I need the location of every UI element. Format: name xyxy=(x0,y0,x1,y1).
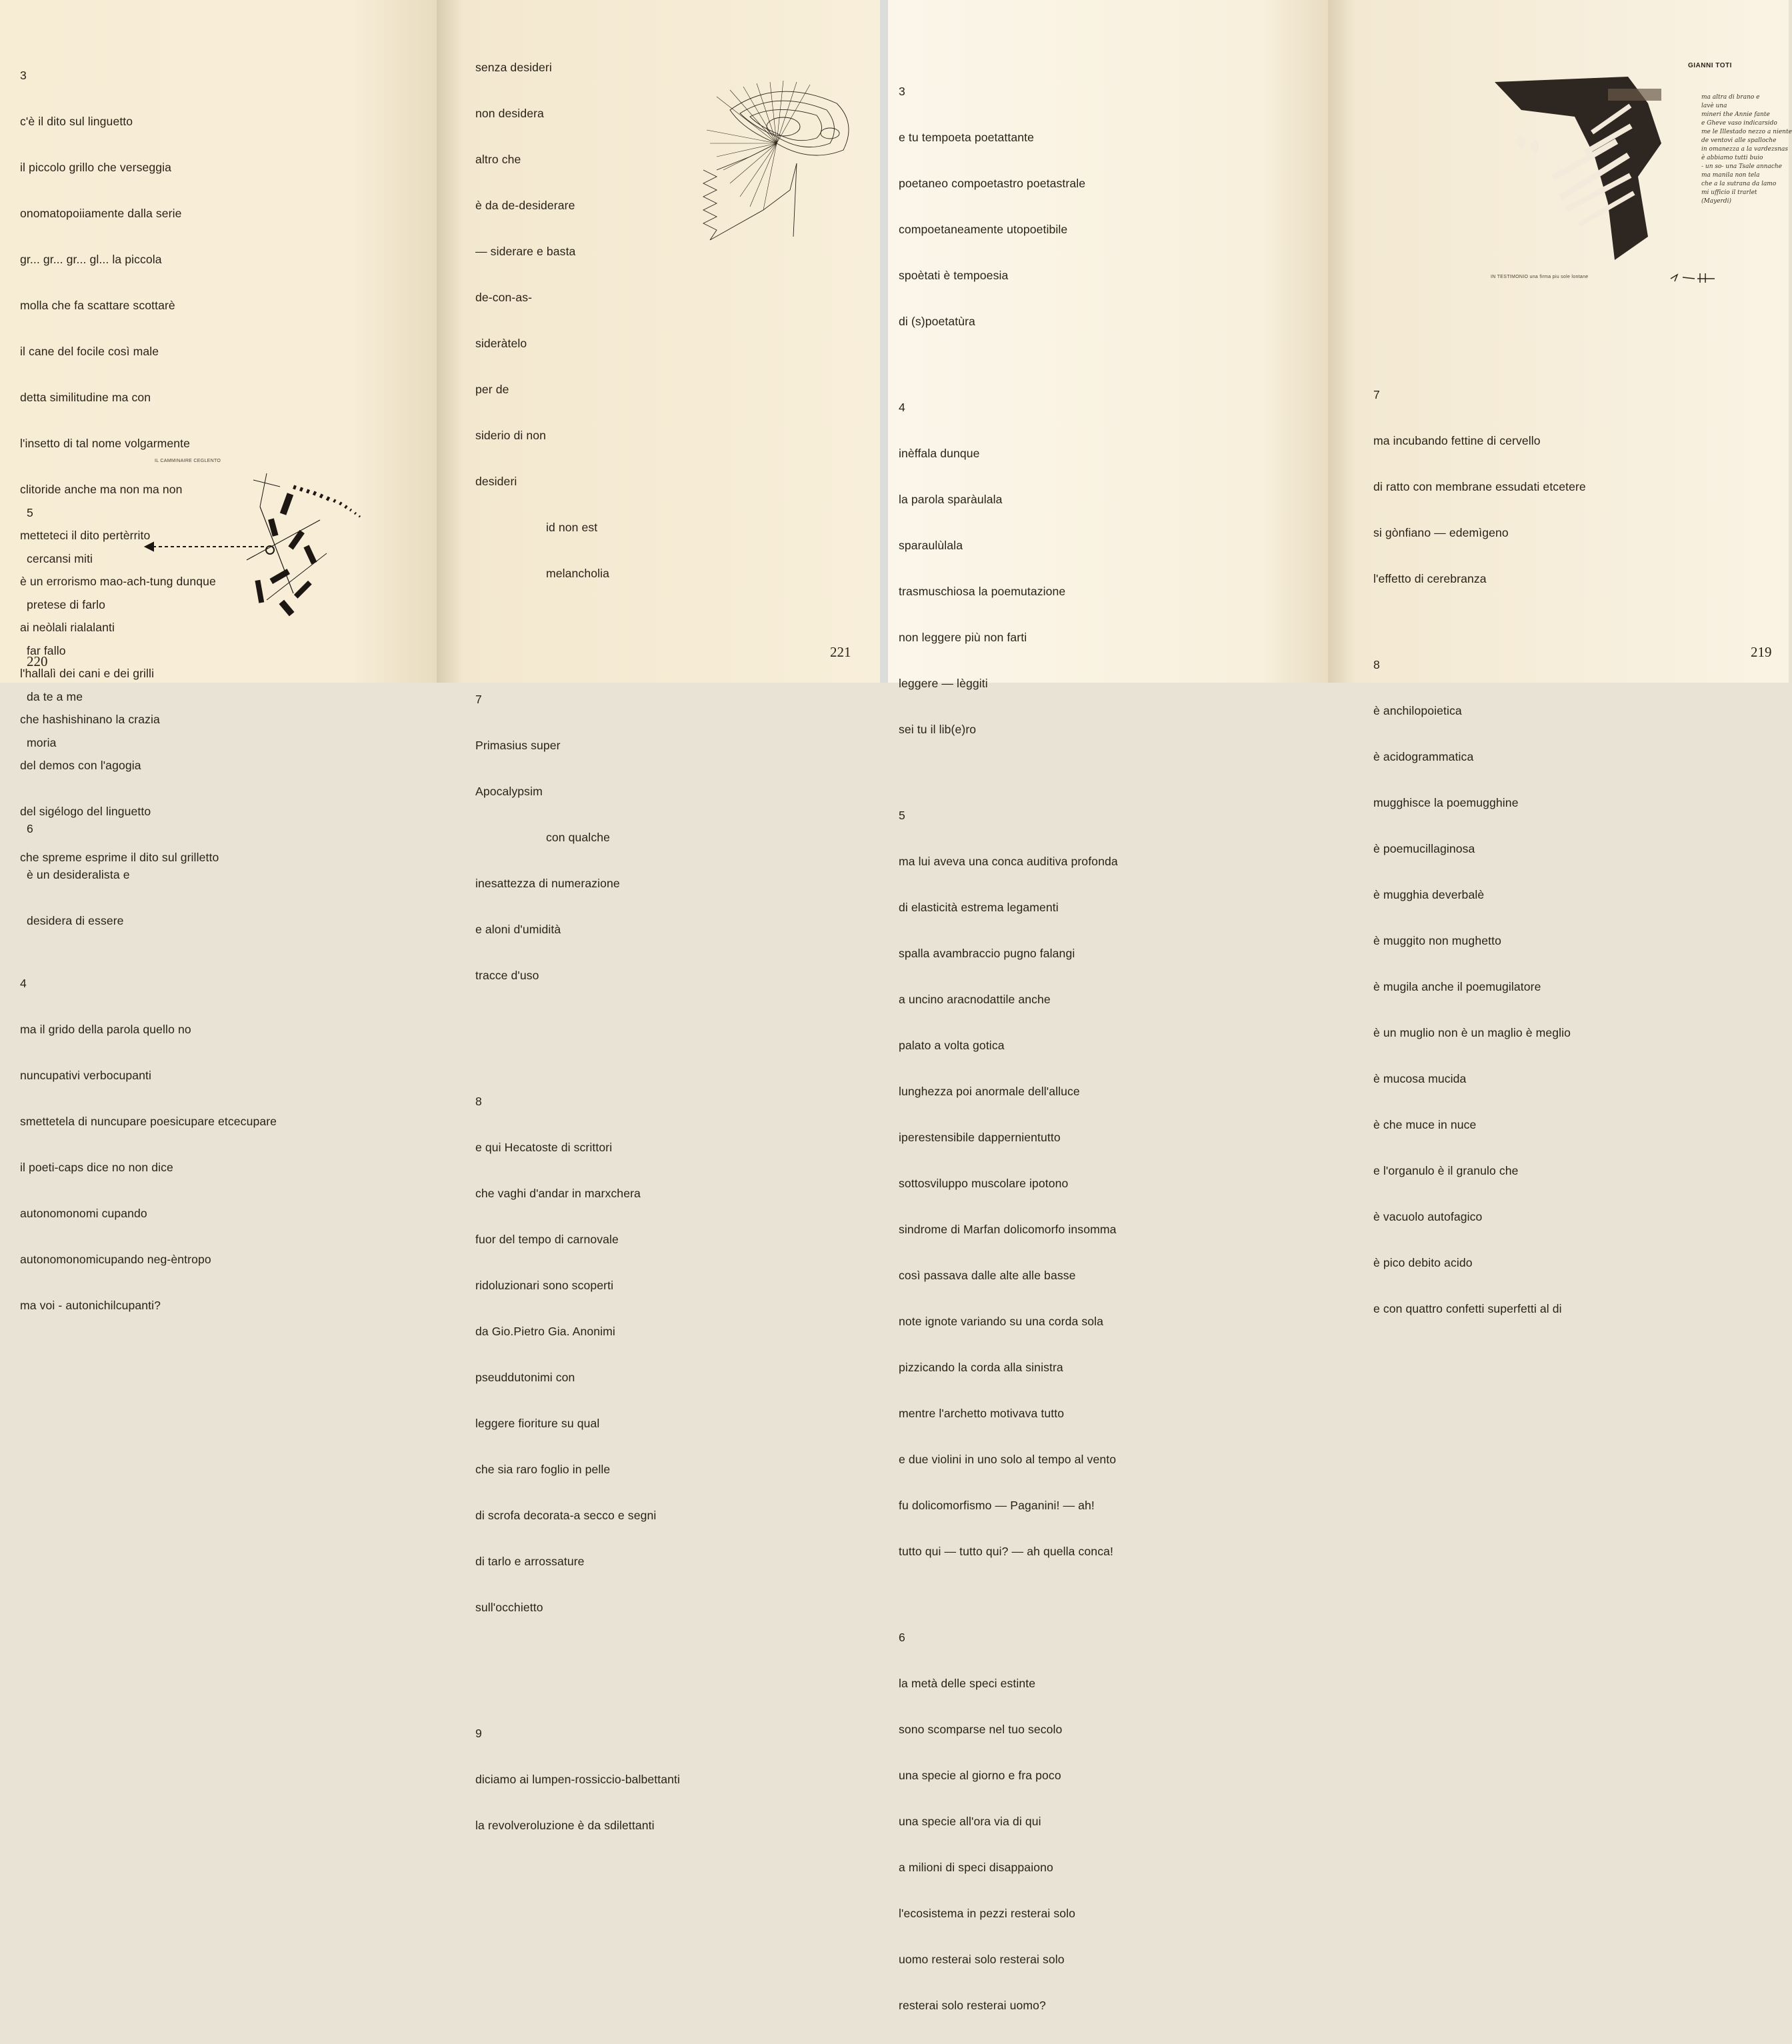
poem-line: e aloni d'umidità xyxy=(475,923,561,936)
poem-line: clitoride anche ma non ma non xyxy=(20,483,183,496)
poem-line: moria xyxy=(27,736,57,749)
poem-line: a milioni di speci disappaiono xyxy=(899,1861,1053,1874)
poem-line: che hashishinano la crazia xyxy=(20,713,160,726)
poem-line: pizzicando la corda alla sinistra xyxy=(899,1361,1063,1374)
stanza-number: 3 xyxy=(899,85,905,98)
poem-line: si gònfiano — edemìgeno xyxy=(1373,526,1509,539)
poem-line: melancholia xyxy=(546,567,609,580)
poem-line: mentre l'archetto motivava tutto xyxy=(899,1407,1065,1420)
poem-line: l'effetto di cerebranza xyxy=(1373,572,1487,585)
stanza-gap xyxy=(475,1646,680,1655)
poem-line: che spreme esprime il dito sul grilletto xyxy=(20,851,219,864)
page-number: 219 xyxy=(1751,644,1772,660)
poem-line: c'è il dito sul linguetto xyxy=(20,115,133,128)
page-number: 221 xyxy=(830,644,851,660)
poem-line: Apocalypsim xyxy=(475,785,543,798)
poem-line: l'ecosistema in pezzi resterai solo xyxy=(899,1907,1076,1920)
illustration-caption: IL CAMMINAIRE CEGLENTO xyxy=(155,459,221,463)
poem-line: e tu tempoeta poetattante xyxy=(899,131,1035,144)
poem-line: per de xyxy=(475,383,509,396)
poem-line: è un errorismo mao-ach-tung dunque xyxy=(20,575,216,588)
poem-line: fu dolicomorfismo — Paganini! — ah! xyxy=(899,1499,1095,1512)
poem-line: che sia raro foglio in pelle xyxy=(475,1463,611,1476)
poem-column-220b xyxy=(27,475,130,959)
stanza-number: 3 xyxy=(20,69,27,82)
stanza-gap xyxy=(475,1686,680,1695)
poem-line: non desidera xyxy=(475,107,544,120)
poem-line: pseuddutonimi con xyxy=(475,1371,575,1384)
poem-line: l'hallalì dei cani e dei grilli xyxy=(20,667,155,680)
poem-line: a uncino aracnodattile anche xyxy=(899,993,1051,1006)
poem-line: sono scomparse nel tuo secolo xyxy=(899,1723,1063,1736)
poem-line: è mugila anche il poemugilatore xyxy=(1373,980,1541,993)
poem-line: la revolveroluzione è da sdilettanti xyxy=(475,1819,655,1832)
stanza-number: 5 xyxy=(27,506,33,519)
poem-column-219 xyxy=(1373,357,1586,1347)
poem-line: detta similitudine ma con xyxy=(20,391,151,404)
poem-line: di tarlo e arrossature xyxy=(475,1555,585,1568)
poem-line: la parola sparàulala xyxy=(899,493,1003,506)
poem-line: trasmuschiosa la poemutazione xyxy=(899,585,1066,598)
poem-line: non leggere più non farti xyxy=(899,631,1027,644)
page-221 xyxy=(437,0,880,1832)
poem-line: di (s)poetatùra xyxy=(899,315,975,328)
poem-line: spalla avambraccio pugno falangi xyxy=(899,947,1075,960)
poem-line: autonomonomicupando neg-èntropo xyxy=(20,1253,211,1266)
stanza-gap xyxy=(1373,617,1586,627)
poem-line: altro che xyxy=(475,153,521,166)
stanza-gap xyxy=(475,1014,680,1023)
poem-line: da Gio.Pietro Gia. Anonimi xyxy=(475,1325,615,1338)
poem-line: è che muce in nuce xyxy=(1373,1118,1477,1131)
poem-line: lunghezza poi anormale dell'alluce xyxy=(899,1085,1080,1098)
poem-line: di scrofa decorata-a secco e segni xyxy=(475,1509,657,1522)
page-218 xyxy=(888,0,1328,2012)
poem-line: di ratto con membrane essudati etcetere xyxy=(1373,480,1586,493)
poem-line: ma incubando fettine di cervello xyxy=(1373,434,1541,447)
poem-line: spoètati è tempoesia xyxy=(899,269,1009,282)
poem-line: è anchilopoietica xyxy=(1373,704,1462,717)
poem-line: — siderare e basta xyxy=(475,245,576,258)
poem-line: desideri xyxy=(475,475,517,488)
poem-line: che vaghi d'andar in marxchera xyxy=(475,1187,641,1200)
poem-line: poetaneo compoetastro poetastrale xyxy=(899,177,1086,190)
poem-line: è vacuolo autofagico xyxy=(1373,1210,1483,1223)
poem-line: leggere — lèggiti xyxy=(899,677,988,690)
stanza-number: 9 xyxy=(475,1727,482,1740)
poem-line: il piccolo grillo che verseggia xyxy=(20,161,172,174)
poem-line: l'insetto di tal nome volgarmente xyxy=(20,437,191,450)
page-220 xyxy=(0,0,437,1312)
poem-line: è un muglio non è un maglio è meglio xyxy=(1373,1026,1571,1039)
poem-line: senza desideri xyxy=(475,61,552,74)
stanza-gap xyxy=(475,612,680,621)
poem-line: inèffala dunque xyxy=(899,447,980,460)
poem-line: è da de-desiderare xyxy=(475,199,575,212)
stanza-gap xyxy=(899,768,1118,777)
stanza-number: 8 xyxy=(1373,658,1380,671)
stanza-number: 5 xyxy=(899,809,905,822)
stanza-gap xyxy=(27,781,130,791)
poem-line: inesattezza di numerazione xyxy=(475,877,620,890)
poem-column-218 xyxy=(899,53,1118,2044)
poem-line: è mugghia deverbalè xyxy=(1373,888,1485,901)
poem-line: id non est xyxy=(546,521,598,534)
stanza-number: 7 xyxy=(1373,388,1380,401)
stanza-number: 4 xyxy=(20,977,27,990)
poem-line: note ignote variando su una corda sola xyxy=(899,1315,1104,1328)
poem-line: e con quattro confetti superfetti al di xyxy=(1373,1302,1562,1315)
page-number: 220 xyxy=(27,653,48,669)
poem-line: e qui Hecatoste di scrittori xyxy=(475,1141,613,1154)
poem-line: il poeti-caps dice no non dice xyxy=(20,1161,173,1174)
poem-line: tracce d'uso xyxy=(475,969,539,982)
poem-line: smettetela di nuncupare poesicupare etcecupare xyxy=(20,1115,277,1128)
stanza-gap xyxy=(475,1054,680,1063)
poem-line: è pico debito acido xyxy=(1373,1256,1473,1269)
poem-line: ridoluzionari sono scoperti xyxy=(475,1279,614,1292)
poem-line: da te a me xyxy=(27,690,83,703)
poem-line: con qualche xyxy=(546,831,610,844)
poem-line: compoetaneamente utopoetibile xyxy=(899,223,1068,236)
poem-line: ma il grido della parola quello no xyxy=(20,1023,191,1036)
poem-line: è acidogrammatica xyxy=(1373,750,1474,763)
poem-line: palato a volta gotica xyxy=(899,1039,1005,1052)
poem-line: è muggito non mughetto xyxy=(1373,934,1501,947)
poem-line: è un desideralista e xyxy=(27,868,130,881)
stanza-gap xyxy=(899,360,1118,369)
stanza-number: 6 xyxy=(27,822,33,835)
stanza-gap xyxy=(899,1590,1118,1599)
poem-line: mugghisce la poemugghine xyxy=(1373,796,1519,809)
poem-line: gr... gr... gr... gl... la piccola xyxy=(20,253,162,266)
poem-line: diciamo ai lumpen-rossiccio-balbettanti xyxy=(475,1773,681,1786)
handwritten-note: ma altra di brano e lavè una mineri the Annie fante e Gheve vaso indicarsido me le Illestado nezzo a niente de ventovi alle spalloche in omanezza a la vardezsnas è abbiamo tutti buio - un so- una Tsale annache ma manila non tela che a la sutrana da lamo mi ufficio il trarlet (Mayerdi) xyxy=(1701,94,1792,205)
poem-line: il cane del focile così male xyxy=(20,345,159,358)
page-219 xyxy=(1328,0,1792,1315)
poem-line: molla che fa scattare scottarè xyxy=(20,299,175,312)
poem-line: del sigélogo del linguetto xyxy=(20,805,151,818)
poem-line: una specie all'ora via di qui xyxy=(899,1815,1041,1828)
poem-line: uomo resterai solo resterai solo xyxy=(899,1953,1065,1966)
poem-line: Primasius super xyxy=(475,739,561,752)
stanza-number: 6 xyxy=(899,1631,905,1644)
poem-line: la metà delle speci estinte xyxy=(899,1677,1036,1690)
poem-line: pretese di farlo xyxy=(27,598,105,611)
poem-line: onomatopoiiamente dalla serie xyxy=(20,207,182,220)
poem-line: cercansi miti xyxy=(27,552,93,565)
poem-line: autonomonomi cupando xyxy=(20,1207,147,1220)
abstract-collage-illustration xyxy=(1495,77,1695,263)
stanza-number: 7 xyxy=(475,693,482,706)
poem-line: così passava dalle alte alle basse xyxy=(899,1269,1076,1282)
poem-line: far fallo xyxy=(27,644,66,657)
poem-line: sull'occhietto xyxy=(475,1601,543,1614)
illustration-caption: IN TESTIMONIO una firma piu sole lontane xyxy=(1491,275,1589,279)
poem-line: e due violini in uno solo al tempo al vento xyxy=(899,1453,1117,1466)
poem-line: sindrome di Marfan dolicomorfo insomma xyxy=(899,1223,1117,1236)
poem-line: una specie al giorno e fra poco xyxy=(899,1769,1061,1782)
poem-line: desidera di essere xyxy=(27,914,124,927)
poem-line: ai neòlali rialalanti xyxy=(20,621,115,634)
poem-line: nuncupativi verbocupanti xyxy=(20,1069,152,1082)
poem-line: è poemucillaginosa xyxy=(1373,842,1475,855)
geometric-figure-illustration xyxy=(133,467,413,640)
poem-line: leggere fioriture su qual xyxy=(475,1417,600,1430)
poem-line: metteteci il dito pertèrrito xyxy=(20,529,151,542)
poem-line: fuor del tempo di carnovale xyxy=(475,1233,619,1246)
poem-line: iperestensibile dappernientutto xyxy=(899,1131,1061,1144)
poem-column-221 xyxy=(475,29,680,1864)
spiral-drawing-illustration xyxy=(677,70,870,263)
poem-line: è mucosa mucida xyxy=(1373,1072,1467,1085)
poem-line: tutto qui — tutto qui? — ah quella conca! xyxy=(899,1545,1113,1558)
stanza-gap xyxy=(475,652,680,661)
poem-line: sei tu il lib(e)ro xyxy=(899,723,977,736)
stanza-number: 4 xyxy=(899,401,905,414)
poem-line: resterai solo resterai uomo? xyxy=(899,1999,1046,2012)
poem-line: de-con-as- xyxy=(475,291,533,304)
poem-line: sottosviluppo muscolare ipotono xyxy=(899,1177,1069,1190)
poem-line: di elasticità estrema legamenti xyxy=(899,901,1059,914)
poem-line: siderio di non xyxy=(475,429,547,442)
poem-line: sideràtelo xyxy=(475,337,527,350)
poem-line: del demos con l'agogia xyxy=(20,759,141,772)
poem-line: ma lui aveva una conca auditiva profonda xyxy=(899,855,1118,868)
poem-line: sparaulùlala xyxy=(899,539,963,552)
author-header: GIANNI TOTI xyxy=(1688,62,1732,69)
stanza-number: 8 xyxy=(475,1095,482,1108)
poem-line: e l'organulo è il granulo che xyxy=(1373,1164,1519,1177)
poem-line: ma voi - autonichilcupanti? xyxy=(20,1299,161,1312)
spread-divider xyxy=(880,0,888,683)
signature-mark xyxy=(1668,272,1721,285)
